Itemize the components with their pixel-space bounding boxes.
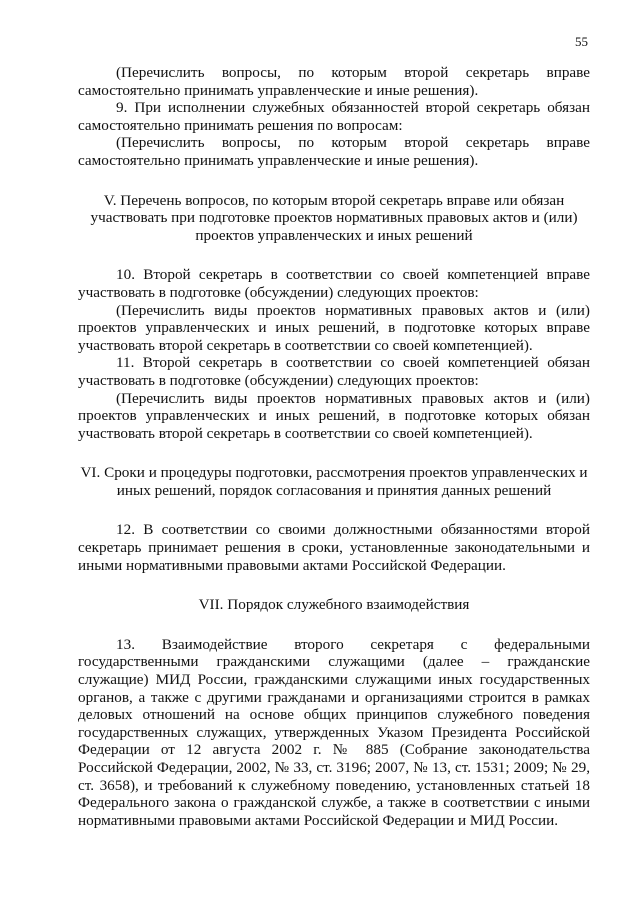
paragraph-list-questions-2: (Перечислить вопросы, по которым второй секретарь вправе самостоятельно принимать управленческие и иные решения). xyxy=(78,134,590,169)
paragraph-10: 10. Второй секретарь в соответствии со своей компетенцией вправе участвовать в подготовке (обсуждении) следующих проектов: xyxy=(78,266,590,301)
paragraph-11: 11. Второй секретарь в соответствии со своей компетенцией обязан участвовать в подготовке (обсуждении) следующих проектов: xyxy=(78,354,590,389)
paragraph-list-questions-1: (Перечислить вопросы, по которым второй секретарь вправе самостоятельно принимать управленческие и иные решения). xyxy=(78,64,590,99)
section-heading-vii: VII. Порядок служебного взаимодействия xyxy=(198,596,470,614)
document-body xyxy=(78,64,590,829)
paragraph-12: 12. В соответствии со своими должностными обязанностями второй секретарь принимает решения в сроки, установленные законодательными и иными нормативными правовыми актами Российской Федерации. xyxy=(78,521,590,574)
section-heading-vi: VI. Сроки и процедуры подготовки, рассмотрения проектов управленческих и иных решений, порядок согласования и принятия данных решений xyxy=(80,464,588,499)
paragraph-11-note: (Перечислить виды проектов нормативных правовых актов и (или) проектов управленческих и иных решений, в подготовке которых обязан участвовать второй секретарь в соответствии со своей компетенцией). xyxy=(78,389,590,442)
page-number: 55 xyxy=(575,34,588,49)
paragraph-10-note: (Перечислить виды проектов нормативных правовых актов и (или) проектов управленческих и иных решений, в подготовке которых вправе участвовать второй секретарь в соответствии со своей компетенцией). xyxy=(78,301,590,354)
section-heading-v: V. Перечень вопросов, по которым второй секретарь вправе или обязан участвовать при подготовке проектов нормативных правовых актов и (или) проектов управленческих и иных решений xyxy=(90,191,578,244)
paragraph-9: 9. При исполнении служебных обязанностей второй секретарь обязан самостоятельно принимать решения по вопросам: xyxy=(78,99,590,134)
paragraph-13: 13. Взаимодействие второго секретаря с федеральными государственными гражданскими служащими (далее – гражданские служащие) МИД России, гражданскими служащими иных государственных органов, а также с другими гражданами и организациями строится в рамках деловых отношений на основе общих принципов служебного поведения государственных служащих, утвержденных Указом Президента Российской Федерации от 12 августа 2002 г. № 885 (Собрание законодательства Российской Федерации, 2002, № 33, ст. 3196; 2007, № 13, ст. 1531; 2009; № 29, ст. 3658), и требований к служебному поведению, установленных статьей 18 Федерального закона о гражданской службе, а также в соответствии с иными нормативными правовыми актами Российской Федерации и МИД России. xyxy=(78,635,590,829)
